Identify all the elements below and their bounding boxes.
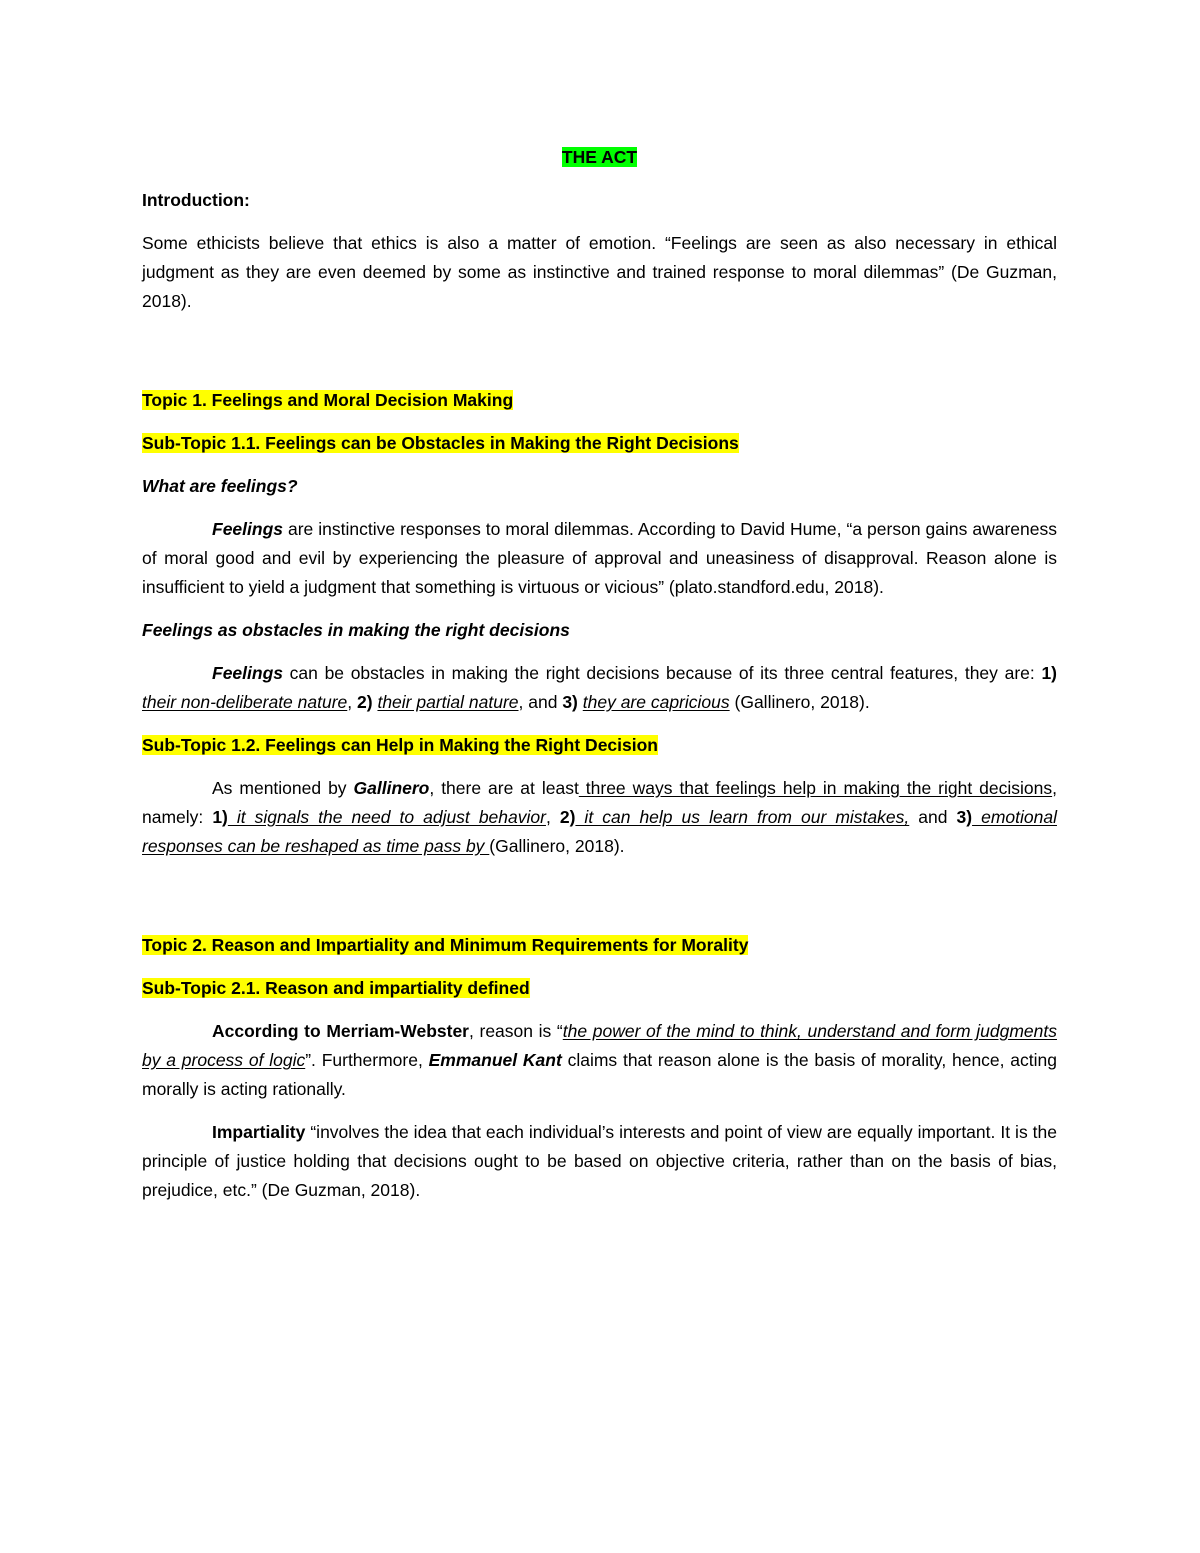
question-feelings-obstacles: Feelings as obstacles in making the right decisions	[142, 620, 570, 640]
feature-capricious: they are capricious	[582, 692, 730, 712]
help-text-1: As mentioned by	[212, 778, 354, 798]
feelings-term-2: Feelings	[212, 663, 283, 683]
topic1-heading-line	[142, 386, 1057, 415]
way-adjust-behavior: it signals the need to adjust behavior	[227, 807, 546, 827]
way-learn-mistakes: it can help us learn from our mistakes,	[575, 807, 910, 827]
impartiality-term: Impartiality	[212, 1122, 306, 1142]
kant-name: Emmanuel Kant	[428, 1050, 562, 1070]
document-body	[142, 143, 1057, 1205]
feelings-definition-text: are instinctive responses to moral dilemmas. According to David Hume, “a person gains awareness of moral good and evil by experiencing the pleasure of approval and uneasiness of disapproval. Reason alone is insufficient to yield a judgment that something is virtuous or vicious” (plato.standford.edu, 2018).	[142, 519, 1057, 597]
subtopic-1-1-heading: Sub-Topic 1.1. Feelings can be Obstacles in Making the Right Decisions	[142, 433, 739, 453]
reason-text-2: ”. Furthermore,	[305, 1050, 429, 1070]
subtopic-1-2-heading: Sub-Topic 1.2. Feelings can Help in Making the Right Decision	[142, 735, 658, 755]
obstacles-text-2: ,	[347, 692, 358, 712]
feelings-term: Feelings	[212, 519, 283, 539]
topic2-heading-line	[142, 931, 1057, 960]
reason-definition-paragraph	[142, 1017, 1057, 1104]
help-text-2: , there are at least	[429, 778, 579, 798]
help-text-4: ,	[545, 807, 560, 827]
help-text-6: (Gallinero, 2018).	[489, 836, 625, 856]
reason-definition-quote: the power of the mind to think, understand and form judgments by a process of logic	[142, 1021, 1057, 1070]
subtopic-1-1-heading-line	[142, 429, 1057, 458]
subtopic-1-2-heading-line	[142, 731, 1057, 760]
subtopic-2-1-heading: Sub-Topic 2.1. Reason and impartiality defined	[142, 978, 530, 998]
document-title-line	[142, 143, 1057, 172]
feelings-definition-paragraph	[142, 515, 1057, 602]
reason-text-3: claims that reason alone is the basis of morality, hence, acting morally is acting rationally.	[142, 1050, 1057, 1099]
reason-text-1: , reason is “	[468, 1021, 563, 1041]
merriam-webster-lead: According to Merriam-Webster	[212, 1021, 469, 1041]
document-title: THE ACT	[561, 147, 638, 167]
impartiality-text: “involves the idea that each individual’s interests and point of view are equally important. It is the principle of justice holding that decisions ought to be based on objective criteria, rather than on the basis of bias, prejudice, etc.” (De Guzman, 2018).	[142, 1122, 1057, 1200]
feelings-help-paragraph	[142, 774, 1057, 861]
gallinero-name: Gallinero	[353, 778, 430, 798]
intro-paragraph: Some ethicists believe that ethics is also a matter of emotion. “Feelings are seen as also necessary in ethical judgment as they are even deemed by some as instinctive and trained response to moral dilemmas” (De Guzman, 2018).	[142, 233, 1057, 311]
help-num-1: 1)	[212, 807, 228, 827]
help-text-5: and	[909, 807, 957, 827]
num-1: 1)	[1041, 663, 1057, 683]
num-3: 3)	[562, 692, 578, 712]
help-num-3: 3)	[956, 807, 973, 827]
impartiality-paragraph	[142, 1118, 1057, 1205]
three-ways-phrase: three ways that feelings help in making the right decisions	[578, 778, 1053, 798]
subtopic-2-1-heading-line	[142, 974, 1057, 1003]
obstacles-text-4: (Gallinero, 2018).	[729, 692, 870, 712]
intro-heading: Introduction:	[142, 190, 250, 210]
question-what-are-feelings: What are feelings?	[142, 476, 298, 496]
topic1-heading: Topic 1. Feelings and Moral Decision Making	[142, 390, 514, 410]
help-num-2: 2)	[559, 807, 576, 827]
obstacles-text-1: can be obstacles in making the right decisions because of its three central features, they are:	[283, 663, 1042, 683]
feature-non-deliberate: their non-deliberate nature	[142, 692, 348, 712]
help-text-3: , namely:	[142, 778, 1057, 827]
num-2: 2)	[357, 692, 373, 712]
feelings-obstacles-paragraph	[142, 659, 1057, 717]
topic2-heading: Topic 2. Reason and Impartiality and Minimum Requirements for Morality	[142, 935, 749, 955]
obstacles-text-3: , and	[518, 692, 563, 712]
way-reshaped: emotional responses can be reshaped as time pass by	[142, 807, 1057, 856]
feature-partial: their partial nature	[377, 692, 519, 712]
